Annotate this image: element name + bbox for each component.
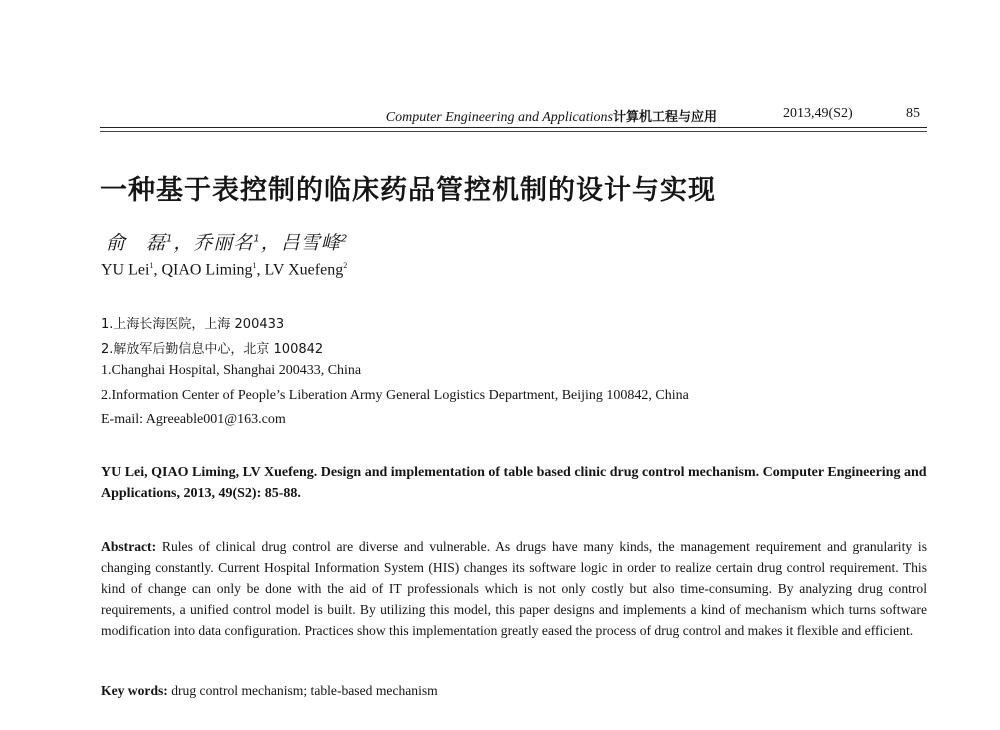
author-sep: , (153, 261, 162, 279)
contact-email: E-mail: Agreeable001@163.com (101, 412, 286, 427)
author-cn-3-affil: 2 (340, 233, 349, 245)
journal-name (386, 106, 717, 126)
authors-cn (106, 228, 348, 255)
author-en-2: QIAO Liming (161, 261, 253, 279)
author-cn-1-affil: 1 (166, 233, 174, 245)
author-cn-2: 乔丽名 (193, 232, 254, 254)
author-sep: ， (173, 232, 194, 254)
affiliation-2-cn: 2.解放军后勤信息中心，北京 100842 (101, 342, 324, 357)
author-en-1: YU Lei (101, 261, 150, 279)
page-number: 85 (906, 106, 920, 121)
author-sep: ， (260, 232, 281, 254)
abstract-text: Rules of clinical drug control are diverse and vulnerable. As drugs have many kinds, the management requirement and granularity is changing constantly. Current Hospital Information System (HIS) changes its software logic in order to realize certain drug control requirement. This kind of change can only be done with the aid of IT professionals which is not only costly but also time-consuming. By analyzing drug control requirements, a unified control model is built. By utilizing this model, this paper designs and implements a kind of mechanism which turns software modification into data configuration. Practices show this implementation greatly eased the process of drug control and makes it flexible and efficient. (101, 539, 927, 638)
author-en-3: LV Xuefeng (264, 261, 344, 279)
author-cn-2-affil: 1 (253, 233, 261, 245)
keywords-text: drug control mechanism; table-based mechanism (171, 683, 438, 698)
citation: YU Lei, QIAO Liming, LV Xuefeng. Design and implementation of table based clinic drug control mechanism. Computer Engineering and Applications, 2013, 49(S2): 85-88. (101, 465, 927, 501)
author-sep: , (256, 261, 265, 279)
author-en-3-affil: 2 (343, 261, 348, 270)
paper-title-cn: 一种基于表控制的临床药品管控机制的设计与实现 (100, 175, 716, 206)
keywords-label: Key words: (101, 683, 168, 698)
affiliation-1-en: 1.Changhai Hospital, Shanghai 200433, China (101, 363, 362, 378)
affiliation-2-en: 2.Information Center of People’s Liberation Army General Logistics Department, Beijing 100842, China (101, 388, 689, 403)
header-rule-thin (100, 131, 927, 132)
keywords (101, 683, 438, 699)
issue-info: 2013,49(S2) (783, 106, 853, 121)
header-rule-thick (100, 127, 927, 128)
author-cn-1: 俞 磊 (106, 232, 167, 254)
journal-name-cn: 计算机工程与应用 (612, 110, 717, 125)
journal-name-en: Computer Engineering and Applications (385, 110, 613, 125)
abstract (101, 536, 927, 641)
author-en-1-affil: 1 (149, 261, 154, 270)
affiliation-1-cn: 1.上海长海医院，上海 200433 (101, 317, 285, 332)
author-en-2-affil: 1 (252, 261, 257, 270)
author-cn-3: 吕雪峰 (280, 232, 341, 254)
abstract-label: Abstract: (101, 539, 157, 554)
running-header (100, 104, 927, 126)
authors-en (101, 261, 347, 279)
